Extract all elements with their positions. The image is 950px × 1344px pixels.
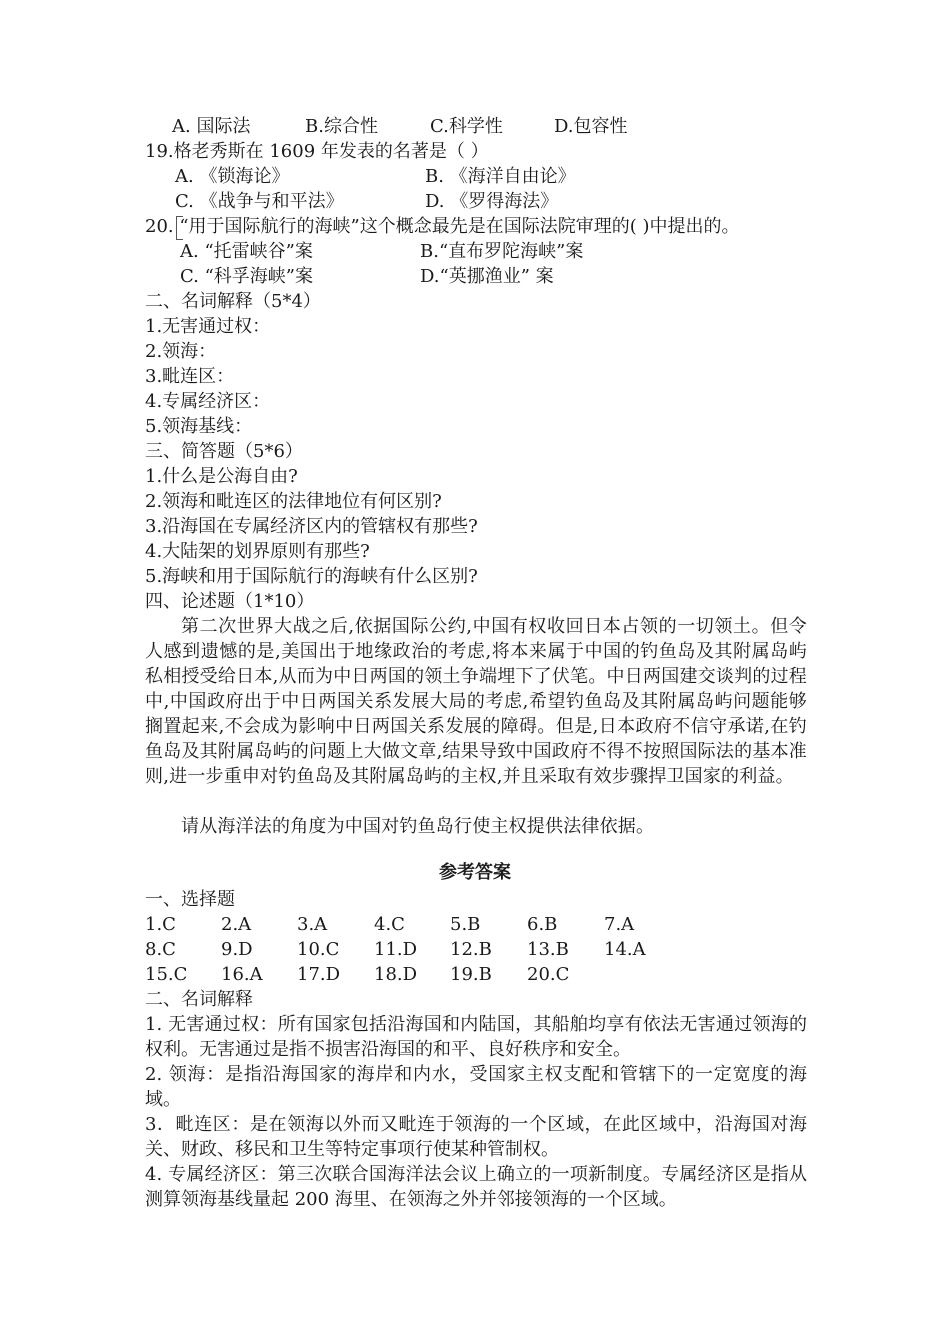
section2-item: 4.专属经济区： <box>145 391 271 412</box>
section3-item: 3.沿海国在专属经济区内的管辖权有那些? <box>145 516 478 537</box>
answer-cell: 2.A <box>221 914 252 935</box>
answer-cell: 4.C <box>374 914 405 935</box>
q19-option-b: B. 《海洋自由论》 <box>425 166 576 187</box>
answer-cell: 15.C <box>145 964 188 985</box>
answer-cell: 7.A <box>604 914 635 935</box>
section2-item: 3.毗连区： <box>145 366 235 387</box>
section2-title: 二、名词解释（5*4） <box>145 291 321 312</box>
section3-item: 1.什么是公海自由? <box>145 466 298 487</box>
answer-cell: 1.C <box>145 914 176 935</box>
q20-option-c: C. “科孚海峡”案 <box>180 266 313 287</box>
section3-item: 4.大陆架的划界原则有那些? <box>145 541 370 562</box>
definition-innocent-passage: 1. 无害通过权：所有国家包括沿海国和内陆国，其船舶均享有依法无害通过领海的权利。无害通过是指不损害沿海国的和平、良好秩序和安全。 <box>145 1014 807 1060</box>
answer-cell: 11.D <box>374 939 418 960</box>
q19-stem: 19.格老秀斯在 1609 年发表的名著是（ ） <box>145 141 489 162</box>
section2-item: 1.无害通过权： <box>145 316 271 337</box>
definition-contiguous-zone: 3．毗连区：是在领海以外而又毗连于领海的一个区域，在此区域中，沿海国对海关、财政、移民和卫生等特定事项行使某种管制权。 <box>145 1114 807 1160</box>
q19-option-a: A. 《锁海论》 <box>175 166 290 187</box>
answer-cell: 16.A <box>221 964 263 985</box>
section4-title: 四、论述题（1*10） <box>145 591 315 612</box>
answer-cell: 17.D <box>297 964 341 985</box>
q20-option-b: B.“直布罗陀海峡”案 <box>420 241 584 262</box>
q19-option-c: C. 《战争与和平法》 <box>175 191 344 212</box>
answer-cell: 18.D <box>374 964 418 985</box>
answer-cell: 14.A <box>604 939 646 960</box>
q20-stem: 20. “用于国际航行的海峡”这个概念最先是在国际法院审理的( )中提出的。 <box>145 216 740 237</box>
answer-cell: 10.C <box>297 939 340 960</box>
q18-option-c: C.科学性 <box>430 116 503 137</box>
q20-option-d: D.“英挪渔业” 案 <box>420 266 554 287</box>
section2-item: 2.领海： <box>145 341 217 362</box>
answer-cell: 20.C <box>527 964 570 985</box>
answers-choice-title: 一、选择题 <box>145 889 235 910</box>
essay-prompt: 请从海洋法的角度为中国对钓鱼岛行使主权提供法律依据。 <box>181 816 655 837</box>
answer-cell: 5.B <box>450 914 481 935</box>
answer-cell: 13.B <box>527 939 569 960</box>
answer-cell: 8.C <box>145 939 176 960</box>
definition-territorial-sea: 2. 领海：是指沿海国家的海岸和内水，受国家主权支配和管辖下的一定宽度的海域。 <box>145 1064 807 1110</box>
answer-cell: 6.B <box>527 914 558 935</box>
q18-option-b: B.综合性 <box>305 116 378 137</box>
section2-item: 5.领海基线： <box>145 416 253 437</box>
answer-cell: 3.A <box>297 914 328 935</box>
essay-paragraph: 第二次世界大战之后,依据国际公约,中国有权收回日本占领的一切领土。但令人感到遗憾的是,美国出于地缘政治的考虑,将本来属于中国的钓鱼岛及其附属岛屿私相授受给日本,从而为中日两国的领土争端埋下了伏笔。中日两国建交谈判的过程中,中国政府出于中日两国关系发展大局的考虑,希望钓鱼岛及其附属岛屿问题能够搁置起来,不会成为影响中日两国关系发展的障碍。但是,日本政府不信守承诺,在钓鱼岛及其附属岛屿的问题上大做文章,结果导致中国政府不得不按照国际法的基本准则,进一步重申对钓鱼岛及其附属岛屿的主权,并且采取有效步骤捍卫国家的利益。 <box>145 616 807 787</box>
definition-eez: 4. 专属经济区：第三次联合国海洋法会议上确立的一项新制度。专属经济区是指从测算领海基线量起 200 海里、在领海之外并邻接领海的一个区域。 <box>145 1164 807 1210</box>
answers-title: 参考答案 <box>439 862 511 883</box>
q20-option-a: A. “托雷峡谷”案 <box>180 241 313 262</box>
q19-option-d: D. 《罗得海法》 <box>425 191 559 212</box>
answers-terms-title: 二、名词解释 <box>145 989 253 1010</box>
section3-item: 2.领海和毗连区的法律地位有何区别? <box>145 491 442 512</box>
answer-cell: 19.B <box>450 964 492 985</box>
q18-option-a: A. 国际法 <box>172 116 251 137</box>
answer-cell: 12.B <box>450 939 492 960</box>
q18-option-d: D.包容性 <box>554 116 628 137</box>
section3-item: 5.海峡和用于国际航行的海峡有什么区别? <box>145 566 478 587</box>
answer-cell: 9.D <box>221 939 253 960</box>
section3-title: 三、简答题（5*6） <box>145 441 303 462</box>
